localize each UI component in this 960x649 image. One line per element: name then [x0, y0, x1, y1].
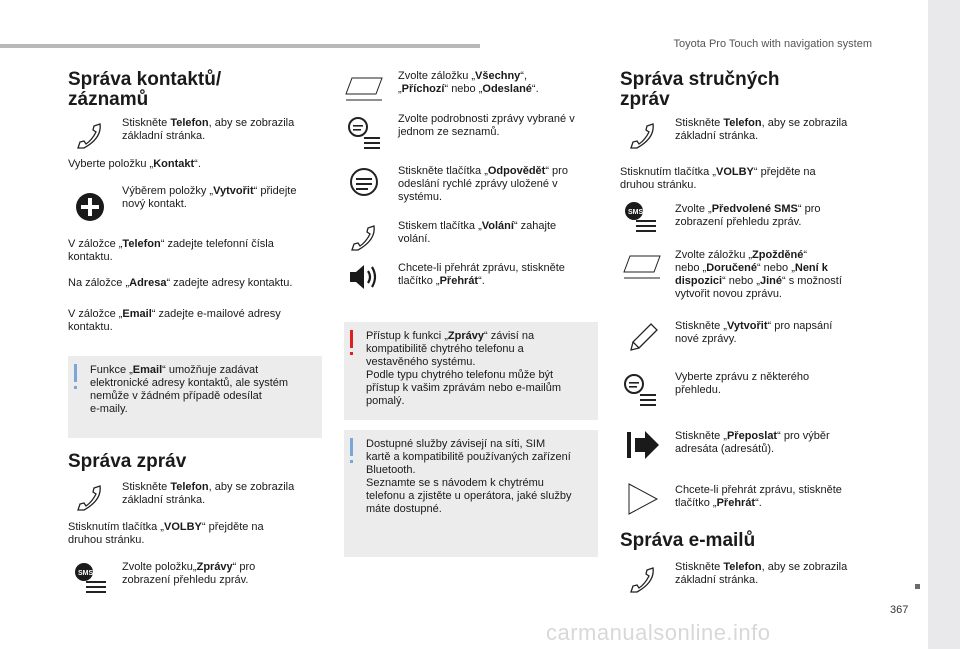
paragraph: Výběrem položky „Vytvořit“ přidejte nový kontakt.: [122, 185, 297, 210]
paragraph: Zvolte záložku „Všechny“, „Příchozí“ nebo „Odeslané“.: [398, 70, 539, 95]
phone-icon: [72, 118, 108, 152]
title-line: Správa stručných: [620, 69, 780, 90]
info-icon: [350, 438, 353, 456]
paragraph: V záložce „Email“ zadejte e-mailové adresy kontaktu.: [68, 308, 281, 333]
paragraph: Stiskněte Telefon, aby se zobrazila základní stránka.: [122, 117, 295, 142]
section-title-contacts: [68, 70, 221, 110]
paragraph: Stiskněte Telefon, aby se zobrazila základní stránka.: [675, 561, 848, 586]
paragraph: Stiskněte Telefon, aby se zobrazila základní stránka.: [675, 117, 848, 142]
add-circle-icon: [72, 190, 108, 224]
phone-icon: [72, 480, 108, 514]
title-line: zpráv: [620, 89, 670, 110]
section-title-short-messages: [620, 70, 779, 110]
section-title-emails: Správa e-mailů: [620, 530, 756, 551]
warning-icon: [350, 330, 353, 348]
paragraph: Na záložce „Adresa“ zadejte adresy kontaktu.: [68, 277, 293, 289]
note-text: Funkce „Email“ umožňuje zadávat elektronické adresy kontaktů, ale systém nemůže v žádném případě odesílat e-maily.: [90, 364, 289, 415]
info-note: [344, 430, 598, 557]
tab-icon: [342, 74, 386, 108]
call-icon: [346, 220, 382, 254]
svg-text:SMS: SMS: [78, 570, 94, 577]
section-title-messages: Správa zpráv: [68, 451, 187, 472]
paragraph: Vyberte položku „Kontakt“.: [68, 158, 201, 170]
reply-list-icon: [346, 166, 382, 200]
note-text: Přístup k funkci „Zprávy“ závisí na kompatibilitě chytrého telefonu a vestavěného systému. Podle typu chytrého telefonu může být přístup k vašim zprávám nebo e-mailům pomalý.: [366, 330, 562, 407]
warning-note: [344, 322, 598, 420]
paragraph: Zvolte záložku „Zpožděné“ nebo „Doručené“ nebo „Není k dispozici“ nebo „Jiné“ s možností vytvořit novou zprávu.: [675, 249, 842, 300]
side-band: [928, 0, 960, 649]
svg-text:SMS: SMS: [628, 209, 644, 216]
page-marker: [915, 584, 920, 589]
sms-list-icon: [622, 200, 658, 234]
title-line: záznamů: [68, 89, 149, 110]
paragraph: Vyberte zprávu z některého přehledu.: [675, 371, 810, 396]
paragraph: Stiskněte „Přeposlat“ pro výběr adresáta (adresátů).: [675, 430, 830, 455]
page-number: 367: [890, 604, 909, 616]
paragraph: Stisknutím tlačítka „VOLBY“ přejděte na druhou stránku.: [620, 166, 816, 191]
info-note: [68, 356, 322, 438]
tab-icon: [620, 252, 664, 286]
forward-icon: [625, 428, 661, 462]
message-list-icon: [346, 115, 382, 149]
phone-icon: [625, 118, 661, 152]
paragraph: Chcete-li přehrát zprávu, stiskněte tlačítko „Přehrát“.: [398, 262, 565, 287]
note-text: Dostupné služby závisejí na síti, SIM kartě a kompatibilitě používaných zařízení Bluetooth. Seznamte se s návodem k chytrému telefonu a zjistěte u operátora, jaké služby máte dostupné.: [366, 438, 572, 515]
paragraph: Stiskněte „Vytvořit“ pro napsání nové zprávy.: [675, 320, 833, 345]
watermark: carmanualsonline.info: [546, 620, 771, 645]
info-icon: [74, 364, 77, 382]
paragraph: Zvolte položku„Zprávy“ pro zobrazení přehledu zpráv.: [122, 561, 256, 586]
paragraph: Chcete-li přehrát zprávu, stiskněte tlačítko „Přehrát“.: [675, 484, 842, 509]
paragraph: Zvolte podrobnosti zprávy vybrané v jednom ze seznamů.: [398, 113, 575, 138]
top-rule: [0, 44, 480, 48]
speaker-icon: [346, 260, 382, 294]
play-icon: [625, 482, 661, 516]
page-header: Toyota Pro Touch with navigation system: [673, 38, 872, 50]
title-line: Správa kontaktů/: [68, 69, 222, 90]
message-list-icon: [622, 372, 658, 406]
paragraph: Stiskem tlačítka „Volání“ zahajte volání.: [398, 220, 557, 245]
paragraph: Stiskněte Telefon, aby se zobrazila základní stránka.: [122, 481, 295, 506]
sms-list-icon: [72, 561, 108, 595]
paragraph: Zvolte „Předvolené SMS“ pro zobrazení přehledu zpráv.: [675, 203, 821, 228]
paragraph: Stisknutím tlačítka „VOLBY“ přejděte na druhou stránku.: [68, 521, 264, 546]
paragraph: Stiskněte tlačítka „Odpovědět“ pro odeslání rychlé zprávy uložené v systému.: [398, 165, 568, 203]
paragraph: V záložce „Telefon“ zadejte telefonní čísla kontaktu.: [68, 238, 274, 263]
phone-icon: [625, 562, 661, 596]
pen-icon: [625, 320, 661, 354]
